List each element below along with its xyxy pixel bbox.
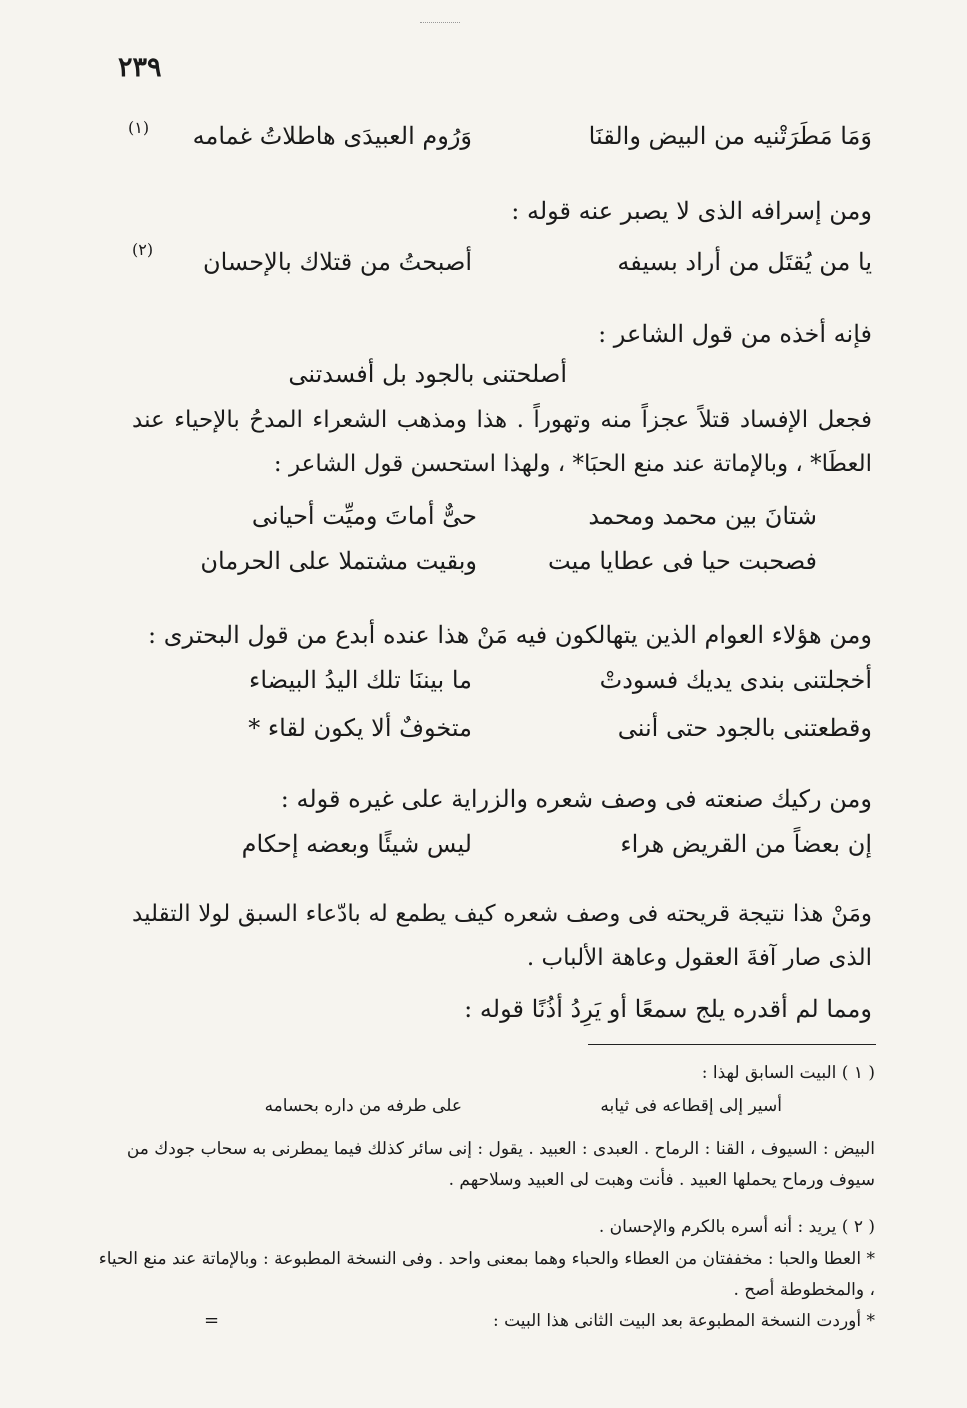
verse-5	[152, 830, 872, 858]
verse-4-line-1	[152, 666, 872, 694]
footnote-star-1: * العطا والحبا : مخففتان من العطاء والحباء وهما بمعنى واحد . وفى النسخة المطبوعة : وبالإماتة عند منع الحياء ، والمخطوطة أصح .	[98, 1249, 875, 1300]
page-number: ٢٣٩	[118, 52, 162, 83]
footnote-1-gloss: البيض : السيوف ، القنا : الرماح . العبدى : العبيد . يقول : إنى سائر كذلك فيما يمطرنى به سحاب جودك من سيوف ورماح يحملها العبيد . فأنت وهبت لى العبيد وسلاحهم .	[126, 1139, 875, 1190]
verse-4-1-hemistich-2: ما بيننَا تلك اليدُ البيضاء	[249, 666, 472, 694]
verse-5-hemistich-2: ليس شيئًا وبعضه إحكام	[241, 830, 472, 858]
continuation-mark: =	[204, 1310, 220, 1331]
half-verse: أصلحتنى بالجود بل أفسدتنى	[288, 360, 567, 388]
footnote-1-verse-h1: أسير إلى إقطاعه فى ثيابه	[600, 1096, 782, 1116]
verse-3-2-hemistich-2: وبقيت مشتملا على الحرمان	[200, 547, 477, 575]
intro-line-4: ومن ركيك صنعته فى وصف شعره والزراية على غيره قوله :	[280, 785, 872, 813]
verse-4-line-2	[152, 714, 872, 742]
verse-5-hemistich-1: إن بعضاً من القريض هراء	[620, 830, 872, 858]
footnote-separator	[588, 1044, 876, 1045]
intro-line-1: ومن إسرافه الذى لا يصبر عنه قوله :	[511, 197, 872, 225]
verse-1-hemistich-2: وَرُوم العبيدَى هاطلاتُ غمامه	[192, 122, 472, 150]
footnote-1-verse-h2: على طرفه من داره بحسامه	[264, 1096, 462, 1116]
page-speck	[420, 14, 460, 23]
verse-2-hemistich-2: أصبحتُ من قتلاك بالإحسان	[202, 248, 472, 276]
footnote-1-heading: ( ١ ) البيت السابق لهذا :	[701, 1063, 875, 1083]
verse-3-1-hemistich-2: حىٌّ أماتَ وميِّت أحيانى	[251, 502, 477, 530]
paragraph-1: فجعل الإفساد قتلاً عجزاً منه وتهوراً . هذا ومذهب الشعراء المدحُ بالإحياء عند العطَا* ، وبالإماتة عند منع الحبَا* ، ولهذا استحسن قول الشاعر :	[132, 407, 872, 477]
footnote-ref-1: (١)	[128, 118, 150, 137]
verse-1-hemistich-1: وَمَا مَطَرَتْنيه من البيض والقنَا	[588, 122, 872, 150]
paragraph-2: ومَنْ هذا نتيجة قريحته فى وصف شعره كيف يطمع له بادّعاء السبق لولا التقليد الذى صار آفةَ العقول وعاهة الألباب .	[132, 901, 872, 971]
verse-2	[152, 248, 872, 276]
verse-4-1-hemistich-1: أخجلتنى بندى يديك فسودتْ	[599, 666, 872, 694]
footnote-star-2: * أوردت النسخة المطبوعة بعد البيت الثانى هذا البيت :	[492, 1311, 875, 1331]
verse-3-line-1	[197, 502, 817, 530]
verse-2-hemistich-1: يا من يُقتَل من أراد بسيفه	[617, 248, 872, 276]
verse-3-2-hemistich-1: فصحبت حيا فى عطايا ميت	[548, 547, 817, 575]
verse-1	[152, 122, 872, 150]
verse-4-2-hemistich-1: وقطعتنى بالجود حتى أننى	[617, 714, 872, 742]
footnote-2: ( ٢ ) يريد : أنه أسره بالكرم والإحسان .	[598, 1217, 875, 1237]
intro-line-2: فإنه أخذه من قول الشاعر :	[598, 320, 872, 348]
footnote-ref-2: (٢)	[132, 240, 154, 259]
intro-line-5: ومما لم أقدره يلج سمعًا أو يَرِدُ أذُنًا قوله :	[464, 995, 872, 1023]
intro-line-3: ومن هؤلاء العوام الذين يتهالكون فيه مَنْ هذا عنده أبدع من قول البحترى :	[148, 621, 872, 649]
verse-3-1-hemistich-1: شتانَ بين محمد ومحمد	[588, 502, 817, 530]
verse-4-2-hemistich-2: متخوفٌ ألا يكون لقاء *	[248, 714, 472, 742]
verse-3-line-2	[197, 547, 817, 575]
